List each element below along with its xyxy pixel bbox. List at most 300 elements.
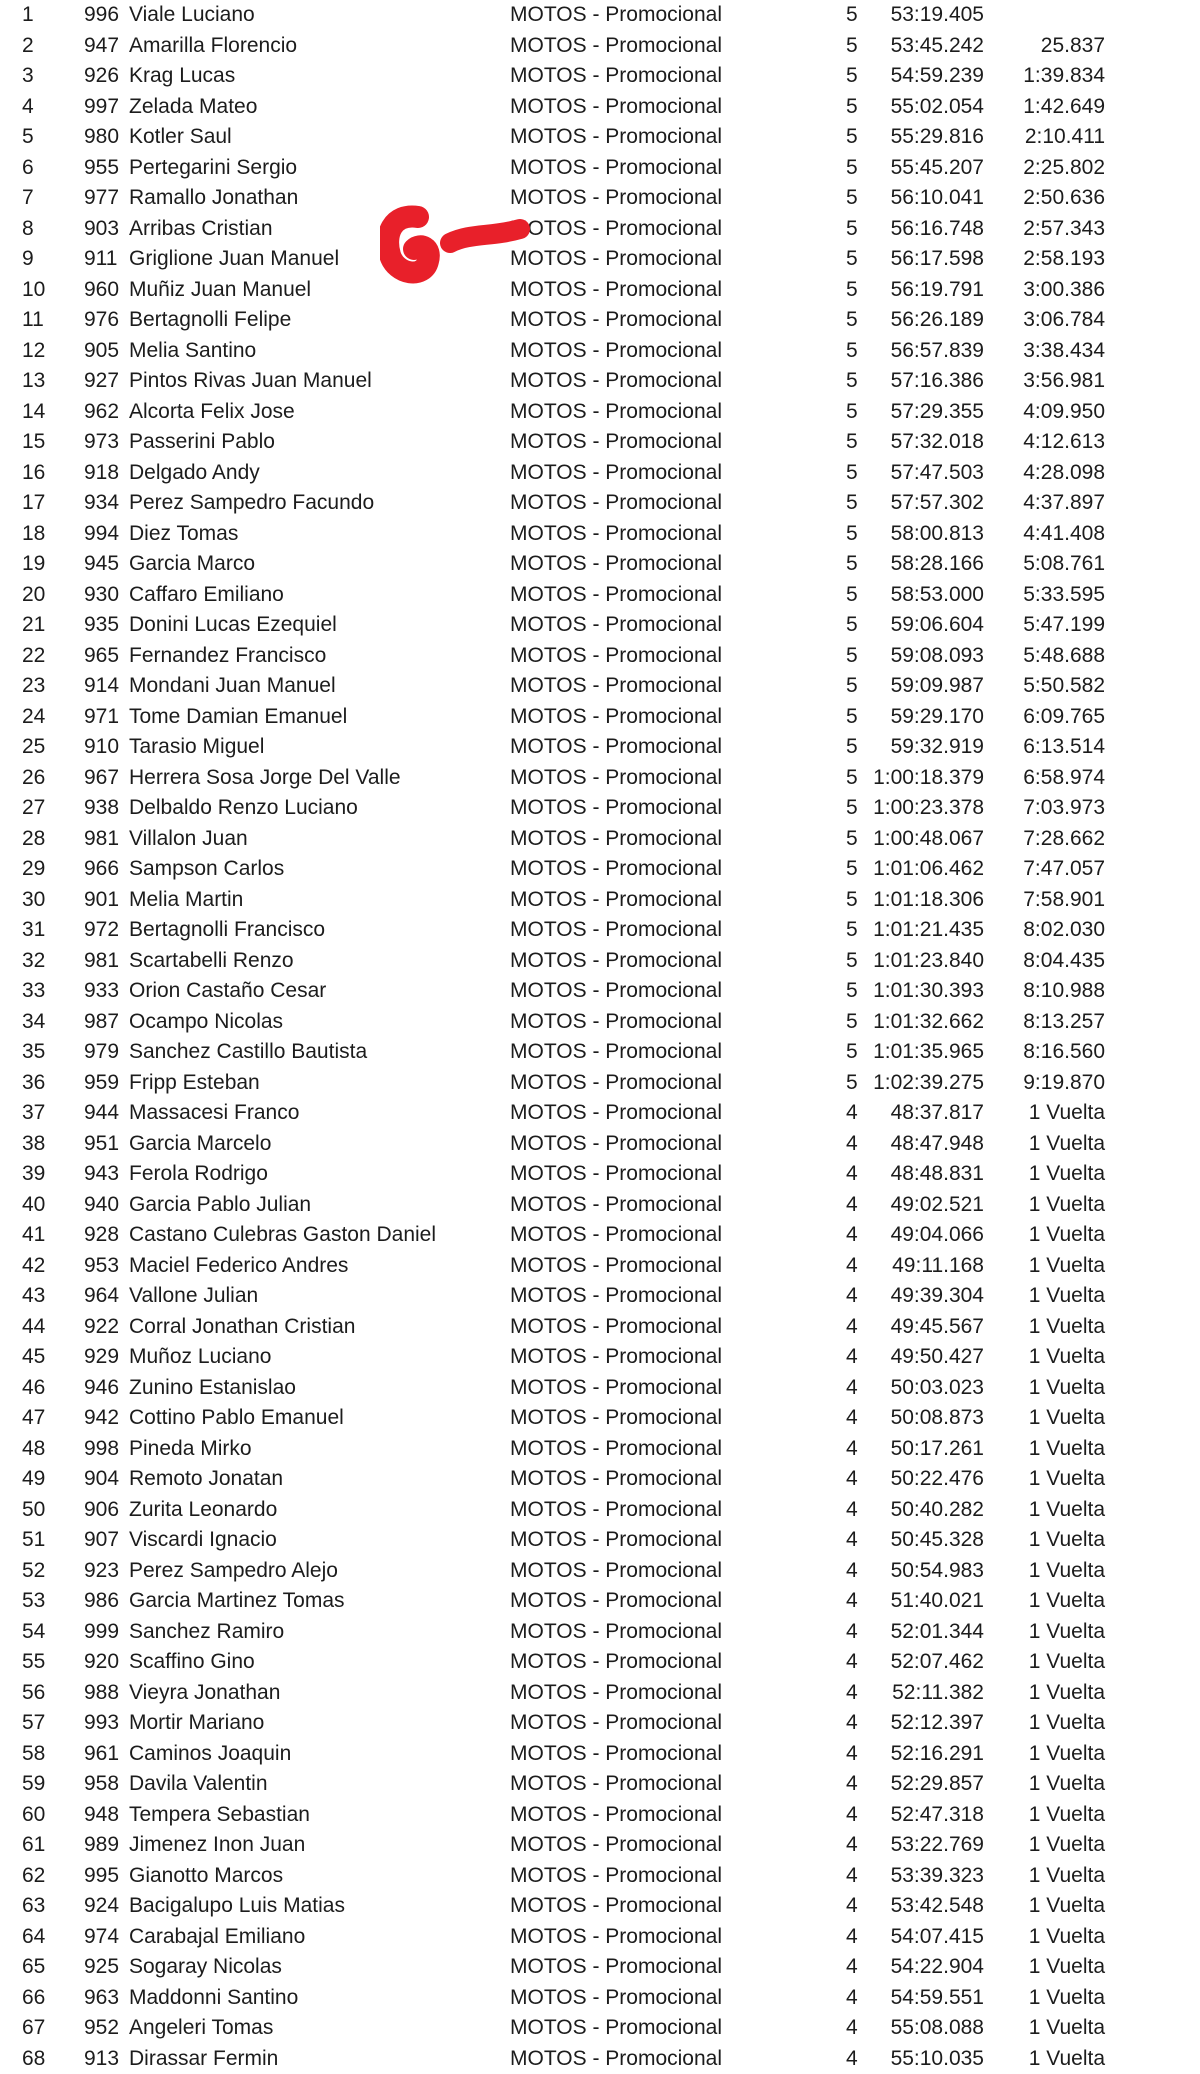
- racer-name-cell: Donini Lucas Ezequiel: [129, 610, 337, 641]
- racer-name-cell: Jimenez Inon Juan: [129, 1830, 305, 1861]
- laps-cell: 4: [846, 1342, 858, 1373]
- position-cell: 5: [22, 122, 34, 153]
- category-cell: MOTOS - Promocional: [510, 793, 722, 824]
- gap-cell: 1 Vuelta: [990, 1159, 1105, 1190]
- table-row: [0, 1983, 1200, 2014]
- time-cell: 50:17.261: [860, 1434, 984, 1465]
- gap-cell: 6:09.765: [990, 702, 1105, 733]
- position-cell: 62: [22, 1861, 45, 1892]
- time-cell: 54:59.551: [860, 1983, 984, 2014]
- racer-number-cell: 913: [84, 2044, 119, 2074]
- time-cell: 52:01.344: [860, 1617, 984, 1648]
- position-cell: 6: [22, 153, 34, 184]
- time-cell: 50:03.023: [860, 1373, 984, 1404]
- gap-cell: 1 Vuelta: [990, 1952, 1105, 1983]
- racer-name-cell: Carabajal Emiliano: [129, 1922, 305, 1953]
- racer-name-cell: Tome Damian Emanuel: [129, 702, 347, 733]
- racer-number-cell: 955: [84, 153, 119, 184]
- position-cell: 31: [22, 915, 45, 946]
- position-cell: 28: [22, 824, 45, 855]
- laps-cell: 5: [846, 214, 858, 245]
- position-cell: 33: [22, 976, 45, 1007]
- position-cell: 59: [22, 1769, 45, 1800]
- category-cell: MOTOS - Promocional: [510, 732, 722, 763]
- racer-number-cell: 945: [84, 549, 119, 580]
- position-cell: 15: [22, 427, 45, 458]
- gap-cell: 2:10.411: [990, 122, 1105, 153]
- time-cell: 55:29.816: [860, 122, 984, 153]
- category-cell: MOTOS - Promocional: [510, 763, 722, 794]
- table-row: [0, 1159, 1200, 1190]
- gap-cell: 1 Vuelta: [990, 1891, 1105, 1922]
- gap-cell: 25.837: [990, 31, 1105, 62]
- category-cell: MOTOS - Promocional: [510, 1556, 722, 1587]
- category-cell: MOTOS - Promocional: [510, 488, 722, 519]
- racer-name-cell: Krag Lucas: [129, 61, 235, 92]
- gap-cell: 1:42.649: [990, 92, 1105, 123]
- position-cell: 47: [22, 1403, 45, 1434]
- category-cell: MOTOS - Promocional: [510, 1281, 722, 1312]
- laps-cell: 4: [846, 2013, 858, 2044]
- racer-number-cell: 927: [84, 366, 119, 397]
- racer-number-cell: 951: [84, 1129, 119, 1160]
- racer-name-cell: Mortir Mariano: [129, 1708, 264, 1739]
- gap-cell: 1 Vuelta: [990, 1830, 1105, 1861]
- racer-number-cell: 948: [84, 1800, 119, 1831]
- position-cell: 42: [22, 1251, 45, 1282]
- time-cell: 57:29.355: [860, 397, 984, 428]
- racer-number-cell: 997: [84, 92, 119, 123]
- gap-cell: 5:08.761: [990, 549, 1105, 580]
- laps-cell: 5: [846, 1037, 858, 1068]
- position-cell: 63: [22, 1891, 45, 1922]
- position-cell: 19: [22, 549, 45, 580]
- laps-cell: 5: [846, 92, 858, 123]
- gap-cell: 7:28.662: [990, 824, 1105, 855]
- laps-cell: 4: [846, 1861, 858, 1892]
- table-row: [0, 946, 1200, 977]
- racer-name-cell: Garcia Pablo Julian: [129, 1190, 311, 1221]
- gap-cell: 5:48.688: [990, 641, 1105, 672]
- gap-cell: 1 Vuelta: [990, 1647, 1105, 1678]
- racer-number-cell: 925: [84, 1952, 119, 1983]
- laps-cell: 5: [846, 641, 858, 672]
- racer-name-cell: Garcia Marcelo: [129, 1129, 271, 1160]
- racer-number-cell: 981: [84, 946, 119, 977]
- racer-number-cell: 988: [84, 1678, 119, 1709]
- category-cell: MOTOS - Promocional: [510, 824, 722, 855]
- table-row: [0, 1190, 1200, 1221]
- time-cell: 1:01:35.965: [860, 1037, 984, 1068]
- time-cell: 58:28.166: [860, 549, 984, 580]
- racer-number-cell: 953: [84, 1251, 119, 1282]
- category-cell: MOTOS - Promocional: [510, 0, 722, 31]
- racer-name-cell: Muñiz Juan Manuel: [129, 275, 311, 306]
- gap-cell: 3:00.386: [990, 275, 1105, 306]
- time-cell: 1:00:23.378: [860, 793, 984, 824]
- time-cell: 53:39.323: [860, 1861, 984, 1892]
- racer-name-cell: Viale Luciano: [129, 0, 255, 31]
- gap-cell: 6:13.514: [990, 732, 1105, 763]
- time-cell: 48:47.948: [860, 1129, 984, 1160]
- table-row: [0, 1647, 1200, 1678]
- table-row: [0, 915, 1200, 946]
- time-cell: 55:08.088: [860, 2013, 984, 2044]
- time-cell: 52:16.291: [860, 1739, 984, 1770]
- gap-cell: 4:41.408: [990, 519, 1105, 550]
- gap-cell: 1 Vuelta: [990, 1922, 1105, 1953]
- laps-cell: 4: [846, 1891, 858, 1922]
- racer-number-cell: 930: [84, 580, 119, 611]
- time-cell: 56:19.791: [860, 275, 984, 306]
- position-cell: 16: [22, 458, 45, 489]
- time-cell: 57:16.386: [860, 366, 984, 397]
- table-row: [0, 702, 1200, 733]
- category-cell: MOTOS - Promocional: [510, 1403, 722, 1434]
- position-cell: 66: [22, 1983, 45, 2014]
- time-cell: 1:01:21.435: [860, 915, 984, 946]
- gap-cell: 1 Vuelta: [990, 1403, 1105, 1434]
- table-row: [0, 1434, 1200, 1465]
- time-cell: 55:45.207: [860, 153, 984, 184]
- racer-number-cell: 959: [84, 1068, 119, 1099]
- racer-name-cell: Perez Sampedro Facundo: [129, 488, 374, 519]
- laps-cell: 5: [846, 885, 858, 916]
- racer-name-cell: Ocampo Nicolas: [129, 1007, 283, 1038]
- time-cell: 49:45.567: [860, 1312, 984, 1343]
- category-cell: MOTOS - Promocional: [510, 915, 722, 946]
- position-cell: 17: [22, 488, 45, 519]
- laps-cell: 4: [846, 1434, 858, 1465]
- time-cell: 1:01:30.393: [860, 976, 984, 1007]
- racer-name-cell: Vieyra Jonathan: [129, 1678, 280, 1709]
- laps-cell: 4: [846, 1251, 858, 1282]
- position-cell: 32: [22, 946, 45, 977]
- laps-cell: 4: [846, 1586, 858, 1617]
- gap-cell: 1 Vuelta: [990, 1617, 1105, 1648]
- racer-name-cell: Gianotto Marcos: [129, 1861, 283, 1892]
- position-cell: 49: [22, 1464, 45, 1495]
- position-cell: 67: [22, 2013, 45, 2044]
- laps-cell: 5: [846, 61, 858, 92]
- laps-cell: 4: [846, 1312, 858, 1343]
- category-cell: MOTOS - Promocional: [510, 1495, 722, 1526]
- laps-cell: 5: [846, 458, 858, 489]
- gap-cell: 1 Vuelta: [990, 1342, 1105, 1373]
- category-cell: MOTOS - Promocional: [510, 336, 722, 367]
- racer-name-cell: Ferola Rodrigo: [129, 1159, 268, 1190]
- laps-cell: 5: [846, 336, 858, 367]
- time-cell: 1:01:18.306: [860, 885, 984, 916]
- table-row: [0, 1281, 1200, 1312]
- gap-cell: 3:38.434: [990, 336, 1105, 367]
- time-cell: 50:22.476: [860, 1464, 984, 1495]
- position-cell: 25: [22, 732, 45, 763]
- position-cell: 41: [22, 1220, 45, 1251]
- gap-cell: 7:58.901: [990, 885, 1105, 916]
- time-cell: 53:45.242: [860, 31, 984, 62]
- position-cell: 38: [22, 1129, 45, 1160]
- racer-number-cell: 946: [84, 1373, 119, 1404]
- racer-number-cell: 905: [84, 336, 119, 367]
- category-cell: MOTOS - Promocional: [510, 1342, 722, 1373]
- gap-cell: 1 Vuelta: [990, 1251, 1105, 1282]
- table-row: [0, 458, 1200, 489]
- racer-name-cell: Kotler Saul: [129, 122, 232, 153]
- category-cell: MOTOS - Promocional: [510, 976, 722, 1007]
- gap-cell: 1 Vuelta: [990, 1708, 1105, 1739]
- position-cell: 35: [22, 1037, 45, 1068]
- table-row: [0, 1708, 1200, 1739]
- laps-cell: 5: [846, 244, 858, 275]
- racer-name-cell: Pineda Mirko: [129, 1434, 252, 1465]
- laps-cell: 4: [846, 1708, 858, 1739]
- gap-cell: 6:58.974: [990, 763, 1105, 794]
- racer-name-cell: Perez Sampedro Alejo: [129, 1556, 338, 1587]
- position-cell: 56: [22, 1678, 45, 1709]
- table-row: [0, 1403, 1200, 1434]
- racer-number-cell: 952: [84, 2013, 119, 2044]
- laps-cell: 4: [846, 1464, 858, 1495]
- table-row: [0, 1861, 1200, 1892]
- gap-cell: 1 Vuelta: [990, 1861, 1105, 1892]
- table-row: [0, 671, 1200, 702]
- table-row: [0, 1800, 1200, 1831]
- table-row: [0, 31, 1200, 62]
- category-cell: MOTOS - Promocional: [510, 31, 722, 62]
- gap-cell: 1 Vuelta: [990, 1800, 1105, 1831]
- table-row: [0, 1068, 1200, 1099]
- racer-number-cell: 943: [84, 1159, 119, 1190]
- gap-cell: 5:33.595: [990, 580, 1105, 611]
- time-cell: 52:11.382: [860, 1678, 984, 1709]
- position-cell: 43: [22, 1281, 45, 1312]
- racer-number-cell: 933: [84, 976, 119, 1007]
- racer-name-cell: Corral Jonathan Cristian: [129, 1312, 355, 1343]
- racer-number-cell: 958: [84, 1769, 119, 1800]
- racer-name-cell: Zunino Estanislao: [129, 1373, 296, 1404]
- table-row: [0, 1464, 1200, 1495]
- time-cell: 1:00:18.379: [860, 763, 984, 794]
- gap-cell: 4:28.098: [990, 458, 1105, 489]
- time-cell: 50:54.983: [860, 1556, 984, 1587]
- position-cell: 48: [22, 1434, 45, 1465]
- table-row: [0, 488, 1200, 519]
- gap-cell: 8:13.257: [990, 1007, 1105, 1038]
- table-row: [0, 1617, 1200, 1648]
- position-cell: 50: [22, 1495, 45, 1526]
- gap-cell: 3:56.981: [990, 366, 1105, 397]
- time-cell: 57:47.503: [860, 458, 984, 489]
- position-cell: 34: [22, 1007, 45, 1038]
- racer-number-cell: 981: [84, 824, 119, 855]
- category-cell: MOTOS - Promocional: [510, 1952, 722, 1983]
- time-cell: 56:57.839: [860, 336, 984, 367]
- category-cell: MOTOS - Promocional: [510, 1647, 722, 1678]
- table-row: [0, 153, 1200, 184]
- racer-name-cell: Garcia Marco: [129, 549, 255, 580]
- table-row: [0, 1739, 1200, 1770]
- racer-name-cell: Delbaldo Renzo Luciano: [129, 793, 358, 824]
- racer-number-cell: 972: [84, 915, 119, 946]
- racer-number-cell: 973: [84, 427, 119, 458]
- laps-cell: 4: [846, 1220, 858, 1251]
- time-cell: 1:01:32.662: [860, 1007, 984, 1038]
- category-cell: MOTOS - Promocional: [510, 1464, 722, 1495]
- category-cell: MOTOS - Promocional: [510, 397, 722, 428]
- category-cell: MOTOS - Promocional: [510, 549, 722, 580]
- racer-number-cell: 904: [84, 1464, 119, 1495]
- table-row: [0, 183, 1200, 214]
- gap-cell: 1 Vuelta: [990, 1586, 1105, 1617]
- racer-name-cell: Scaffino Gino: [129, 1647, 255, 1678]
- position-cell: 18: [22, 519, 45, 550]
- racer-number-cell: 961: [84, 1739, 119, 1770]
- time-cell: 50:08.873: [860, 1403, 984, 1434]
- category-cell: MOTOS - Promocional: [510, 1739, 722, 1770]
- table-row: [0, 824, 1200, 855]
- category-cell: MOTOS - Promocional: [510, 1312, 722, 1343]
- table-row: [0, 336, 1200, 367]
- laps-cell: 5: [846, 519, 858, 550]
- table-row: [0, 1891, 1200, 1922]
- gap-cell: 1 Vuelta: [990, 1678, 1105, 1709]
- table-row: [0, 214, 1200, 245]
- table-row: [0, 793, 1200, 824]
- racer-number-cell: 998: [84, 1434, 119, 1465]
- racer-number-cell: 918: [84, 458, 119, 489]
- laps-cell: 4: [846, 1952, 858, 1983]
- racer-number-cell: 903: [84, 214, 119, 245]
- racer-name-cell: Maddonni Santino: [129, 1983, 298, 2014]
- racer-name-cell: Fernandez Francisco: [129, 641, 326, 672]
- category-cell: MOTOS - Promocional: [510, 1983, 722, 2014]
- racer-name-cell: Mondani Juan Manuel: [129, 671, 336, 702]
- position-cell: 60: [22, 1800, 45, 1831]
- gap-cell: 1 Vuelta: [990, 1220, 1105, 1251]
- laps-cell: 4: [846, 1983, 858, 2014]
- racer-number-cell: 947: [84, 31, 119, 62]
- table-row: [0, 244, 1200, 275]
- gap-cell: 5:47.199: [990, 610, 1105, 641]
- racer-number-cell: 911: [84, 244, 117, 275]
- racer-name-cell: Fripp Esteban: [129, 1068, 260, 1099]
- category-cell: MOTOS - Promocional: [510, 305, 722, 336]
- gap-cell: 8:10.988: [990, 976, 1105, 1007]
- laps-cell: 4: [846, 1098, 858, 1129]
- laps-cell: 4: [846, 1556, 858, 1587]
- category-cell: MOTOS - Promocional: [510, 702, 722, 733]
- racer-name-cell: Caffaro Emiliano: [129, 580, 284, 611]
- table-row: [0, 366, 1200, 397]
- time-cell: 57:32.018: [860, 427, 984, 458]
- racer-name-cell: Orion Castaño Cesar: [129, 976, 326, 1007]
- laps-cell: 4: [846, 1129, 858, 1160]
- racer-name-cell: Sogaray Nicolas: [129, 1952, 282, 1983]
- table-row: [0, 519, 1200, 550]
- laps-cell: 5: [846, 427, 858, 458]
- laps-cell: 4: [846, 1800, 858, 1831]
- table-row: [0, 610, 1200, 641]
- table-row: [0, 580, 1200, 611]
- racer-name-cell: Massacesi Franco: [129, 1098, 299, 1129]
- racer-name-cell: Griglione Juan Manuel: [129, 244, 339, 275]
- category-cell: MOTOS - Promocional: [510, 1586, 722, 1617]
- gap-cell: 1 Vuelta: [990, 2013, 1105, 2044]
- gap-cell: 8:04.435: [990, 946, 1105, 977]
- laps-cell: 4: [846, 1281, 858, 1312]
- racer-name-cell: Scartabelli Renzo: [129, 946, 294, 977]
- category-cell: MOTOS - Promocional: [510, 153, 722, 184]
- racer-name-cell: Ramallo Jonathan: [129, 183, 298, 214]
- racer-number-cell: 963: [84, 1983, 119, 2014]
- table-row: [0, 763, 1200, 794]
- gap-cell: 1 Vuelta: [990, 1464, 1105, 1495]
- position-cell: 1: [22, 0, 34, 31]
- position-cell: 65: [22, 1952, 45, 1983]
- position-cell: 54: [22, 1617, 45, 1648]
- racer-name-cell: Angeleri Tomas: [129, 2013, 273, 2044]
- laps-cell: 4: [846, 1830, 858, 1861]
- table-row: [0, 275, 1200, 306]
- racer-number-cell: 901: [84, 885, 119, 916]
- time-cell: 57:57.302: [860, 488, 984, 519]
- time-cell: 59:29.170: [860, 702, 984, 733]
- time-cell: 50:45.328: [860, 1525, 984, 1556]
- table-row: [0, 92, 1200, 123]
- racer-number-cell: 993: [84, 1708, 119, 1739]
- position-cell: 23: [22, 671, 45, 702]
- time-cell: 49:02.521: [860, 1190, 984, 1221]
- gap-cell: 8:02.030: [990, 915, 1105, 946]
- category-cell: MOTOS - Promocional: [510, 1830, 722, 1861]
- time-cell: 56:17.598: [860, 244, 984, 275]
- laps-cell: 5: [846, 31, 858, 62]
- racer-name-cell: Tempera Sebastian: [129, 1800, 310, 1831]
- gap-cell: 4:37.897: [990, 488, 1105, 519]
- gap-cell: 1 Vuelta: [990, 1983, 1105, 2014]
- racer-name-cell: Sanchez Ramiro: [129, 1617, 284, 1648]
- time-cell: 51:40.021: [860, 1586, 984, 1617]
- category-cell: MOTOS - Promocional: [510, 427, 722, 458]
- racer-name-cell: Passerini Pablo: [129, 427, 275, 458]
- racer-number-cell: 914: [84, 671, 119, 702]
- category-cell: MOTOS - Promocional: [510, 610, 722, 641]
- racer-number-cell: 928: [84, 1220, 119, 1251]
- position-cell: 8: [22, 214, 34, 245]
- racer-number-cell: 926: [84, 61, 119, 92]
- time-cell: 55:10.035: [860, 2044, 984, 2074]
- laps-cell: 5: [846, 824, 858, 855]
- table-row: [0, 2044, 1200, 2074]
- gap-cell: 2:57.343: [990, 214, 1105, 245]
- category-cell: MOTOS - Promocional: [510, 366, 722, 397]
- gap-cell: 1 Vuelta: [990, 1495, 1105, 1526]
- table-row: [0, 1037, 1200, 1068]
- category-cell: MOTOS - Promocional: [510, 641, 722, 672]
- laps-cell: 4: [846, 1403, 858, 1434]
- laps-cell: 4: [846, 1190, 858, 1221]
- laps-cell: 4: [846, 1647, 858, 1678]
- position-cell: 7: [22, 183, 34, 214]
- category-cell: MOTOS - Promocional: [510, 1525, 722, 1556]
- category-cell: MOTOS - Promocional: [510, 214, 722, 245]
- time-cell: 58:00.813: [860, 519, 984, 550]
- category-cell: MOTOS - Promocional: [510, 458, 722, 489]
- position-cell: 58: [22, 1739, 45, 1770]
- gap-cell: 9:19.870: [990, 1068, 1105, 1099]
- laps-cell: 5: [846, 610, 858, 641]
